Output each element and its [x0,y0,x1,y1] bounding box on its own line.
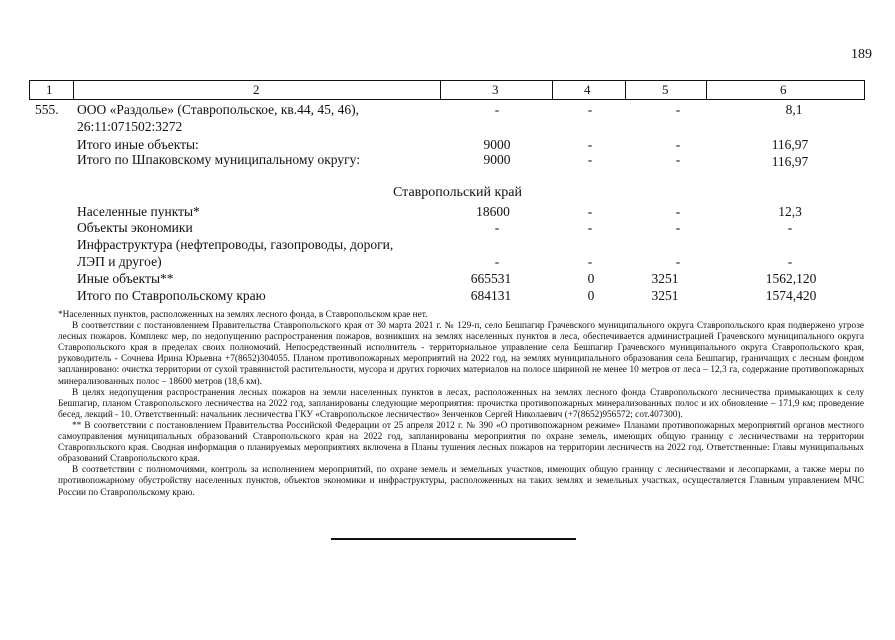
col-divider [706,80,707,100]
footnote-paragraph: *Населенных пунктов, расположенных на землях лесного фонда, в Ставропольском крае нет. [58,310,428,320]
cell-c4: 0 [587,288,595,303]
footnote-paragraph: В целях недопущения распространения лесных пожаров на земли населенных пунктов в лесах, расположенных на землях лесного фонда Ставропольского лесничества примыкающих к селу Бешпагир, планом Ставропольского лесничества на 2022 год, запланированы следующие мероприятия: прочистка противопожарных минерализованных полос и их обновление – 171,9 км; проведение бесед, лекций - 10. Ответственный: начальник лесничества ГКУ «Ставропольское лесничество» Зенченков Сергей Николаевич (+7(8652)956572; сот.407300). [58,387,864,420]
cell-c6: 116,97 [771,154,809,169]
column-header: 1 [46,82,53,97]
cell-c6: 116,97 [771,137,809,152]
cell-c6: 1574,420 [765,288,817,303]
cell-c3: - [494,254,500,269]
cell-c6: 1562,120 [765,271,817,286]
cell-c6: 8,1 [785,102,803,117]
column-header: 6 [780,82,787,97]
row-label: Итого иные объекты: [77,137,199,152]
page-number: 189 [851,47,872,62]
cell-c3: - [494,220,500,235]
col-divider [864,80,865,100]
cell-c5: - [675,254,681,269]
cell-c5: - [675,137,681,152]
cell-c3: 665531 [470,271,512,286]
cell-c6: - [787,220,793,235]
cell-c5: - [675,204,681,219]
row-label: Инфраструктура (нефтепроводы, газопроводы, дороги, [77,237,394,252]
row-label: Итого по Шпаковскому муниципальному округу: [77,152,360,167]
column-header: 2 [253,82,260,97]
row-label: Итого по Ставропольскому краю [77,288,266,303]
column-header: 5 [662,82,669,97]
row-label-continued: ЛЭП и другое) [77,254,162,269]
row-label: Объекты экономики [77,220,193,235]
footnotes [58,310,864,499]
footnote-paragraph: В соответствии с полномочиями, контроль за исполнением мероприятий, по охране земель и земельных участков, имеющих общую границу с лесничествами и лесопарками, а также меры по противопожарному обустройству населенных пунктов, объектов экономики и инфраструктуры, расположенных на таких землях и земельных участках, осуществляется Главным управлением МЧС России по Ставропольскому краю. [58,465,864,498]
cell-c5: 3251 [651,271,679,286]
entry-cadastral: 26:11:071502:3272 [77,119,183,134]
footnote-paragraph: ** В соответствии с постановлением Правительства Российской Федерации от 25 апреля 2012 г. № 390 «О противопожарном режиме» Планами противопожарных мероприятий органов местного самоуправления муниципальных образований Ставропольского края на 2022 год, запланированы мероприятия по охране земель, имеющих общую границу с лесничествами на территории Ставропольского края. Сводная информация о планируемых мероприятиях включена в Планы тушения лесных пожаров на территории лесничеств на 2022 год. Ответственные: Главы муниципальных образований Ставропольского края. [58,420,864,465]
col-divider [73,80,74,100]
cell-c4: - [587,220,593,235]
cell-c6: - [787,254,793,269]
cell-c4: - [587,102,593,117]
column-header: 4 [584,82,591,97]
row-label: Населенные пункты* [77,204,200,219]
col-divider [29,80,30,100]
closing-rule [331,538,576,540]
cell-c3: 684131 [470,288,512,303]
table-top-border [29,80,865,81]
cell-c3: 9000 [483,152,511,167]
cell-c4: - [587,254,593,269]
table-header-bottom-border [29,99,865,100]
cell-c6: 12,3 [778,204,802,219]
col-divider [552,80,553,100]
cell-c3: 18600 [476,204,510,219]
cell-c3: 9000 [483,137,511,152]
entry-name: ООО «Раздолье» (Ставропольское, кв.44, 45, 46), [77,102,360,117]
region-title: Ставропольский край [393,185,522,200]
cell-c5: - [675,152,681,167]
entry-number: 555. [35,102,59,117]
cell-c4: - [587,152,593,167]
col-divider [625,80,626,100]
cell-c4: 0 [587,271,595,286]
cell-c4: - [587,137,593,152]
cell-c4: - [587,204,593,219]
cell-c5: 3251 [651,288,679,303]
row-label: Иные объекты** [77,271,174,286]
cell-c5: - [675,102,681,117]
cell-c3: - [494,102,500,117]
cell-c5: - [675,220,681,235]
footnote-paragraph: В соответствии с постановлением Правительства Ставропольского края от 30 марта 2021 г. № 129-п, село Бешпагир Грачевского муниципального округа Ставропольского края подвержено угрозе лесных пожаров. Комплекс мер, по недопущению распространения пожаров, возникших на землях населенных пунктов в леса, обеспечивается администрацией Грачевского муниципального округа Ставропольского края в пределах своих полномочий. Непосредственный исполнитель - территориальное управление села Бешпагир Грачевского муниципального округа Ставропольского края, руководитель - Сочнева Ирина Юрьевна +7(8652)304055. Планом противопожарных мероприятий на 2022 год, на землях муниципального образования села Бешпагир, граничащих с лесным фондом запланировано: очистка территории от сухой травянистой растительности, мусора и других горючих материалов на полосе шириной не менее 10 метров от леса – 12,3 га, содержание противопожарных минерализованных полос – 18600 метров (18,6 км). [58,321,864,387]
col-divider [440,80,441,100]
column-header: 3 [492,82,499,97]
